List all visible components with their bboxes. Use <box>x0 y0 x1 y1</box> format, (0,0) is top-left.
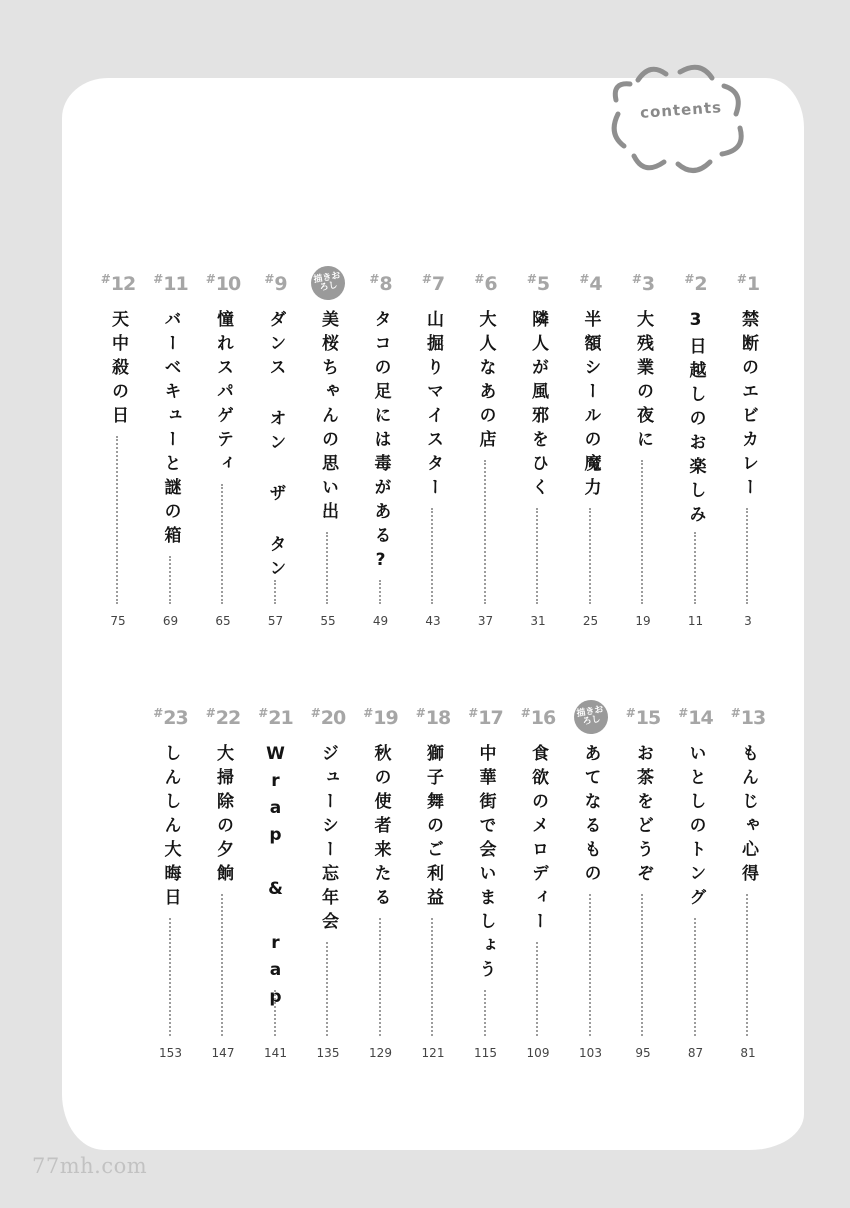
leader-dots <box>589 894 591 1036</box>
toc-entry <box>567 272 615 634</box>
leader-dots <box>431 918 433 1036</box>
page-number: 129 <box>369 1046 392 1060</box>
page-number: 25 <box>582 614 599 628</box>
episode-number: #7 <box>421 272 445 295</box>
episode-number: #11 <box>153 272 188 295</box>
episode-number: #10 <box>205 272 241 295</box>
toc-entry <box>304 272 352 634</box>
leader-dots <box>116 436 118 604</box>
leader-dots <box>589 508 591 604</box>
toc-entry <box>357 272 405 634</box>
episode-number: #21 <box>258 706 293 729</box>
episode-number: #12 <box>100 272 136 295</box>
page-number: 3 <box>744 614 752 628</box>
chapter-title: 大掃除の夕餉 <box>213 744 233 888</box>
toc-entry <box>94 272 142 634</box>
chapter-title: いとしのトング <box>685 744 706 912</box>
episode-number: #16 <box>520 706 556 729</box>
chapter-title: 半額シールの魔力 <box>580 310 601 502</box>
leader-dots <box>746 508 748 604</box>
page-number: 19 <box>635 614 651 628</box>
page-number: 37 <box>477 614 494 628</box>
toc-entry <box>724 706 772 1066</box>
toc-entry <box>147 272 195 634</box>
leader-dots <box>536 508 538 604</box>
page-number: 115 <box>474 1046 497 1060</box>
toc-entry <box>409 706 457 1066</box>
toc-entry <box>724 272 772 634</box>
page-number: 69 <box>162 614 179 628</box>
episode-number: #4 <box>579 272 602 295</box>
toc-entry <box>514 706 562 1066</box>
page-number: 135 <box>316 1046 340 1060</box>
leader-dots <box>484 460 486 604</box>
leader-dots <box>326 942 328 1036</box>
leader-dots <box>221 894 223 1036</box>
chapter-title: Wrap & rap <box>265 744 286 1014</box>
chapter-title: 獅子舞のご利益 <box>423 744 443 912</box>
leader-dots <box>694 532 696 604</box>
page-number: 49 <box>372 614 389 628</box>
chapter-title: 大残業の夜に <box>633 310 653 454</box>
chapter-title: タコの足には毒がある? <box>370 310 391 577</box>
toc-entry <box>514 272 562 634</box>
episode-number: #9 <box>264 272 287 295</box>
chapter-title: 3日越しのお楽しみ <box>685 310 706 529</box>
leader-dots <box>694 918 696 1036</box>
chapter-title: もんじゃ心得 <box>738 744 758 888</box>
chapter-title: 憧れスパゲティ <box>213 310 233 478</box>
episode-number: #2 <box>684 272 707 295</box>
leader-dots <box>326 532 328 604</box>
chapter-title: 天中殺の日 <box>108 310 128 430</box>
chapter-title: 山掘りマイスター <box>423 310 443 502</box>
page-number: 31 <box>530 614 546 628</box>
page-number: 95 <box>635 1046 651 1060</box>
page-number: 121 <box>421 1046 445 1060</box>
episode-number: #23 <box>153 706 188 729</box>
chapter-title: 隣人が風邪をひく <box>528 310 548 502</box>
chapter-title: 中華街で会いましょう <box>475 744 496 984</box>
episode-number: #3 <box>631 272 655 295</box>
toc-entry <box>672 706 720 1066</box>
leader-dots <box>169 918 171 1036</box>
episode-number: #19 <box>363 706 398 729</box>
chapter-title: 秋の使者来たる <box>370 744 391 912</box>
chapter-title: ダンス オン ザ タン <box>265 310 286 583</box>
leader-dots <box>274 580 276 604</box>
episode-number: #5 <box>526 272 550 295</box>
episode-number: #20 <box>310 706 346 729</box>
toc-entry <box>357 706 405 1066</box>
leader-dots <box>641 460 643 604</box>
leader-dots <box>431 508 433 604</box>
toc-entry <box>672 272 720 634</box>
chapter-title: 禁断のエビカレー <box>738 310 758 502</box>
leader-dots <box>379 918 381 1036</box>
chapter-title: バーベキューと謎の箱 <box>160 310 181 550</box>
episode-number: #18 <box>415 706 451 729</box>
episode-number: #8 <box>369 272 392 295</box>
toc-entry <box>147 706 195 1066</box>
page-number: 103 <box>579 1046 602 1060</box>
page-number: 57 <box>267 614 284 628</box>
episode-number: #6 <box>474 272 497 295</box>
special-badge: 描きおろし <box>571 697 610 736</box>
chapter-title: 美桜ちゃんの思い出 <box>318 310 338 526</box>
page-number: 147 <box>211 1046 235 1060</box>
page-number: 109 <box>526 1046 550 1060</box>
toc-entry <box>304 706 352 1066</box>
toc-entry <box>619 272 667 634</box>
episode-number: #14 <box>678 706 713 729</box>
leader-dots <box>536 942 538 1036</box>
leader-dots <box>746 894 748 1036</box>
toc-entry <box>462 706 510 1066</box>
episode-number: #15 <box>625 706 661 729</box>
leader-dots <box>169 556 171 604</box>
chapter-title: 大人なあの店 <box>475 310 496 454</box>
page-number: 11 <box>687 614 704 628</box>
toc-entry <box>252 272 300 634</box>
toc-entry <box>567 706 615 1066</box>
episode-number: #13 <box>730 706 766 729</box>
episode-number: #17 <box>468 706 503 729</box>
chapter-title: お茶をどうぞ <box>633 744 653 888</box>
toc-entry <box>252 706 300 1066</box>
page-number: 87 <box>687 1046 704 1060</box>
page-number: 75 <box>110 614 126 628</box>
toc-entry <box>619 706 667 1066</box>
contents-label: contents <box>639 98 723 122</box>
page-number: 65 <box>215 614 231 628</box>
chapter-title: しんしん大晦日 <box>160 744 181 912</box>
page-number: 81 <box>740 1046 756 1060</box>
page-number: 141 <box>264 1046 287 1060</box>
leader-dots <box>221 484 223 604</box>
toc-entry <box>199 706 247 1066</box>
episode-number: #22 <box>205 706 241 729</box>
page-number: 55 <box>320 614 336 628</box>
toc-entry <box>409 272 457 634</box>
leader-dots <box>484 990 486 1036</box>
watermark: 77mh.com <box>32 1154 148 1178</box>
toc-entry <box>199 272 247 634</box>
leader-dots <box>274 990 276 1036</box>
page-number: 153 <box>159 1046 182 1060</box>
chapter-title: あてなるもの <box>580 744 601 888</box>
episode-number: #1 <box>736 272 760 295</box>
page-number: 43 <box>425 614 441 628</box>
special-badge: 描きおろし <box>308 263 347 302</box>
chapter-title: ジューシー忘年会 <box>318 744 338 936</box>
chapter-title: 食欲のメロディー <box>528 744 548 936</box>
leader-dots <box>379 580 381 604</box>
leader-dots <box>641 894 643 1036</box>
toc-entry <box>462 272 510 634</box>
